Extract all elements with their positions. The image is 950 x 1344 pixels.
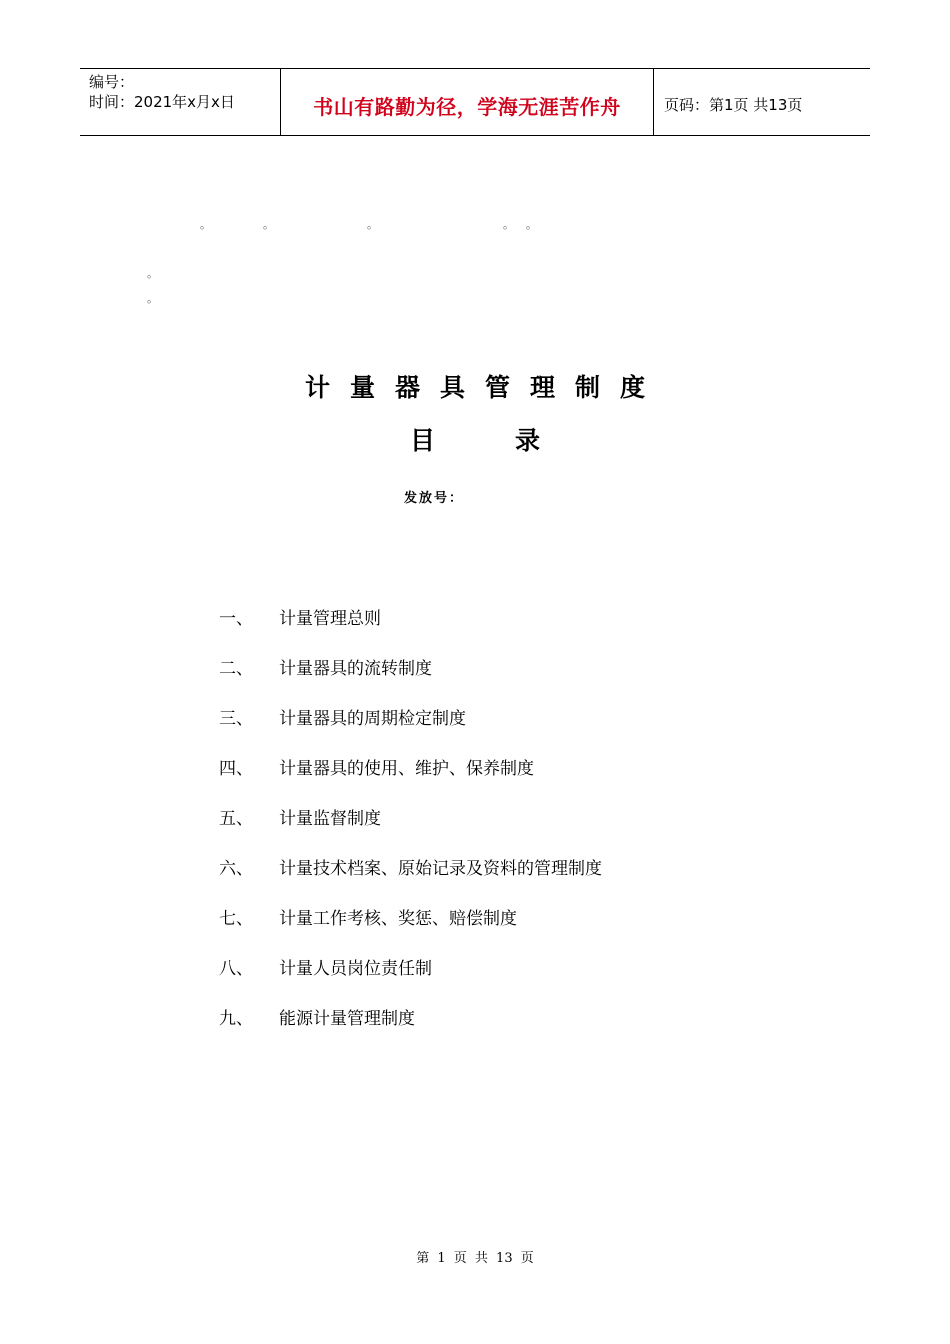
toc-heading-right: 录 [515,426,541,455]
header-page-cell [654,69,870,135]
toc-item-text: 计量器具的周期检定制度 [279,709,466,729]
toc-item-text: 计量技术档案、原始记录及资料的管理制度 [279,859,602,879]
toc-item-text: 计量监督制度 [279,809,381,829]
toc-item-text: 计量管理总则 [279,609,381,629]
stray-mark: 。 [200,218,211,231]
header-motto-cell [281,69,654,135]
toc-item-number: 七、 [219,909,253,929]
table-of-contents [219,606,602,1056]
stray-mark: 。 [503,218,514,231]
toc-item-number: 五、 [219,809,253,829]
page-footer: 第 1 页 共 13 页 [416,1251,534,1266]
toc-item[interactable] [219,806,602,856]
page-info: 页码：第1页 共13页 [664,96,803,114]
toc-item-text: 计量工作考核、奖惩、赔偿制度 [279,909,517,929]
toc-item-text: 计量器具的使用、维护、保养制度 [279,759,534,779]
toc-item[interactable] [219,656,602,706]
stray-mark: 。 [367,218,378,231]
stray-mark: 。 [147,267,158,280]
toc-item-text: 能源计量管理制度 [279,1009,415,1029]
toc-item-text: 计量人员岗位责任制 [279,959,432,979]
toc-heading [0,421,950,457]
toc-item-number: 八、 [219,959,253,979]
toc-item-number: 四、 [219,759,253,779]
document-title: 计量器具管理制度 [304,373,665,402]
toc-item[interactable] [219,706,602,756]
toc-item[interactable] [219,606,602,656]
toc-heading-left: 目 [409,426,435,455]
date-line: 时间：2021年x月x日 [89,93,235,111]
stray-mark: 。 [147,292,158,305]
doc-number-label: 编号： [89,73,135,91]
stray-mark: 。 [526,218,537,231]
stray-mark: 。 [263,218,274,231]
issue-number-label: 发放号： [404,491,465,506]
toc-item-number: 三、 [219,709,253,729]
header-meta-cell [80,69,281,135]
motto-text: 书山有路勤为径，学海无涯苦作舟 [313,95,621,119]
toc-item[interactable] [219,956,602,1006]
document-header [80,68,870,136]
toc-item-number: 六、 [219,859,253,879]
toc-item-number: 一、 [219,609,253,629]
toc-item-text: 计量器具的流转制度 [279,659,432,679]
toc-item[interactable] [219,906,602,956]
toc-item-number: 九、 [219,1009,253,1029]
toc-item[interactable] [219,1006,602,1056]
toc-item-number: 二、 [219,659,253,679]
toc-item[interactable] [219,856,602,906]
toc-item[interactable] [219,756,602,806]
